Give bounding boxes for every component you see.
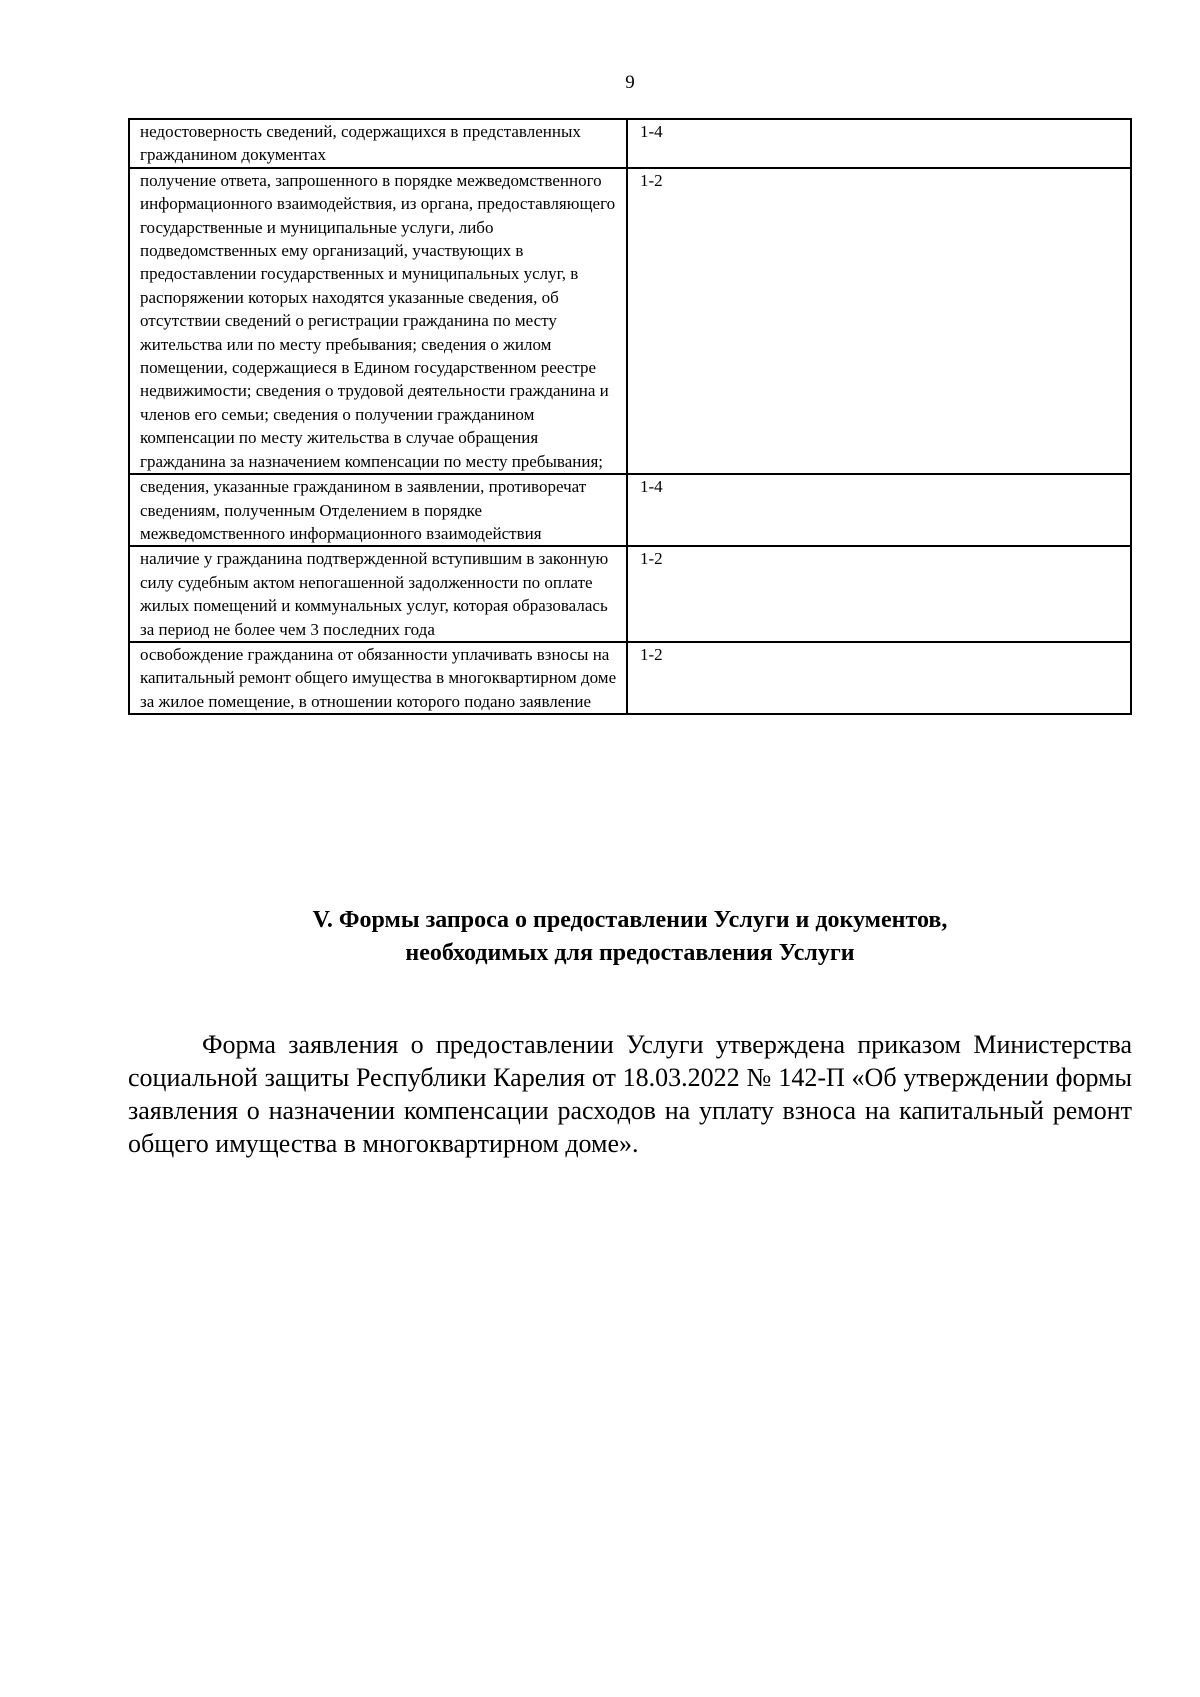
table-cell-reason: освобождение гражданина от обязанности уплачивать взносы на капитальный ремонт общего имущества в многоквартирном доме за жилое помещение, в отношении которого подано заявление <box>129 642 627 714</box>
section-heading <box>128 904 1132 970</box>
table-cell-code: 1-2 <box>627 168 1131 474</box>
table-cell-reason: недостоверность сведений, содержащихся в представленных гражданином документах <box>129 119 627 168</box>
table-cell-reason: сведения, указанные гражданином в заявлении, противоречат сведениям, полученным Отделением в порядке межведомственного информационного взаимодействия <box>129 474 627 546</box>
page-number: 9 <box>625 72 635 93</box>
table-cell-code: 1-2 <box>627 546 1131 642</box>
section-heading-line2: необходимых для предоставления Услуги <box>405 940 855 966</box>
table-cell-reason: наличие у гражданина подтвержденной вступившим в законную силу судебным актом непогашенной задолженности по оплате жилых помещений и коммунальных услуг, которая образовалась за период не более чем 3 последних года <box>129 546 627 642</box>
grounds-table <box>128 118 1132 715</box>
table-cell-code: 1-4 <box>627 474 1131 546</box>
table-row <box>129 168 1131 474</box>
table-row <box>129 119 1131 168</box>
table-cell-reason: получение ответа, запрошенного в порядке межведомственного информационного взаимодействия, из органа, предоставляющего государственные и муниципальные услуги, либо подведомственных ему организаций, участвующих в предоставлении государственных и муниципальных услуг, в распоряжении которых находятся указанные сведения, об отсутствии сведений о регистрации гражданина по месту жительства или по месту пребывания; сведения о жилом помещении, содержащиеся в Едином государственном реестре недвижимости; сведения о трудовой деятельности гражданина и членов его семьи; сведения о получении гражданином компенсации по месту жительства в случае обращения гражданина за назначением компенсации по месту пребывания; <box>129 168 627 474</box>
table-cell-code: 1-2 <box>627 642 1131 714</box>
table-row <box>129 546 1131 642</box>
table-row <box>129 642 1131 714</box>
table-row <box>129 474 1131 546</box>
section-paragraph: Форма заявления о предоставлении Услуги утверждена приказом Министерства социальной защиты Республики Карелия от 18.03.2022 № 142-П «Об утверждении формы заявления о назначении компенсации расходов на уплату взноса на капитальный ремонт общего имущества в многоквартирном доме». <box>128 1030 1132 1158</box>
table-cell-code: 1-4 <box>627 119 1131 168</box>
section-heading-line1: V. Формы запроса о предоставлении Услуги и документов, <box>312 907 948 933</box>
